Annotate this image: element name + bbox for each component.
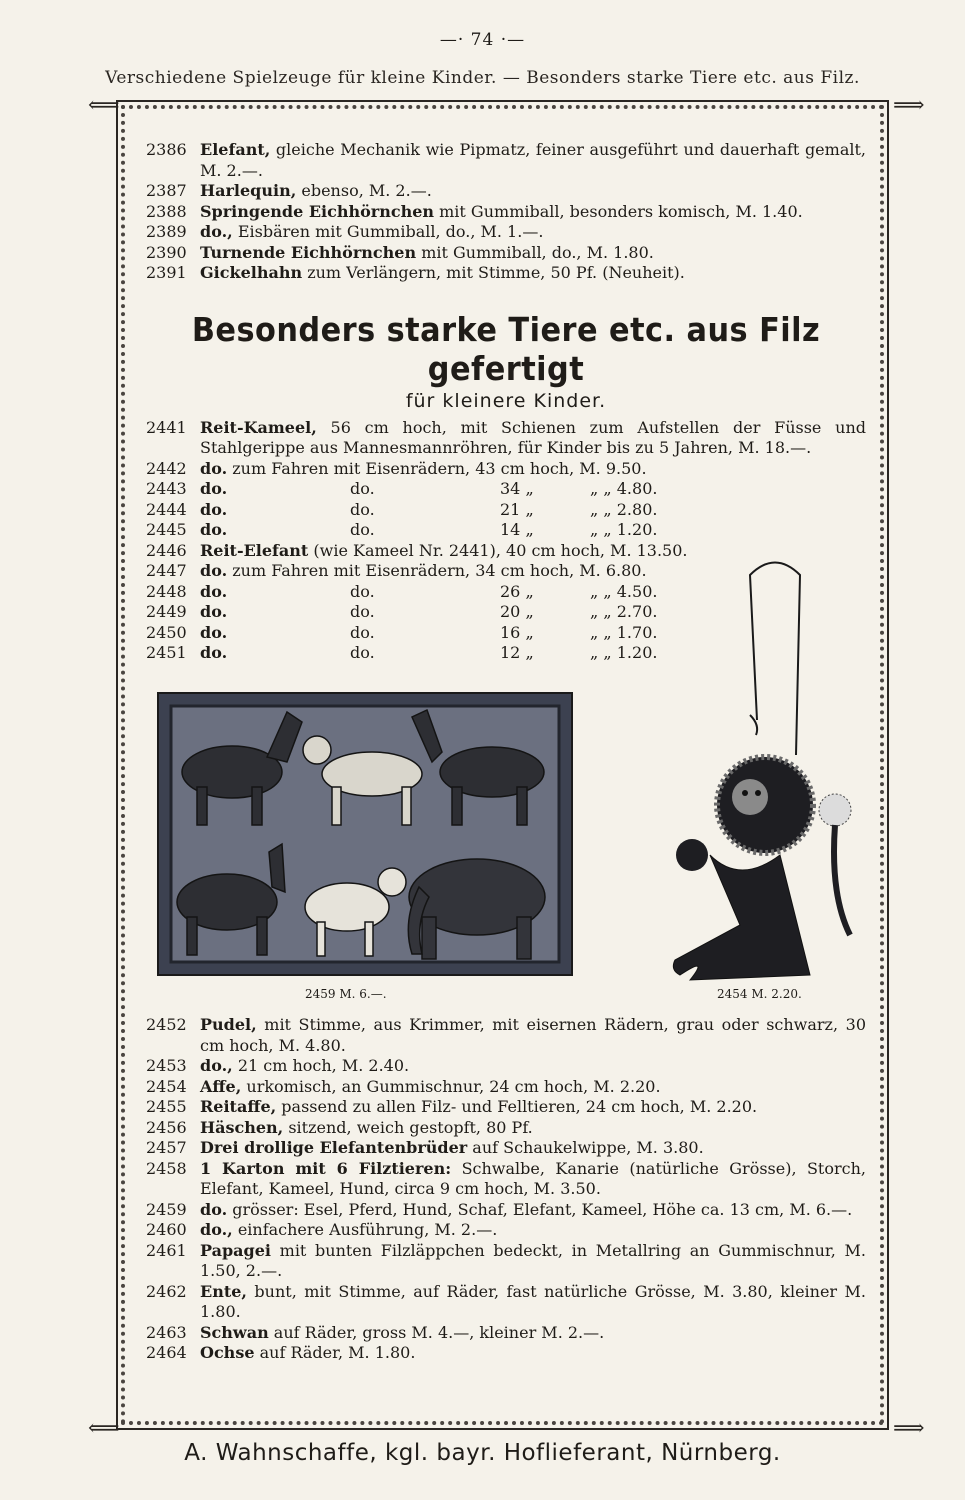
table-cell-size: 26 „ bbox=[500, 581, 534, 601]
table-cell-price: „ „ 1.70. bbox=[590, 622, 658, 642]
item-description: mit Stimme, aus Krimmer, mit eisernen Rädern, grau oder schwarz, 30 cm hoch, M. 4.80. bbox=[200, 1015, 867, 1055]
section-filz-intro bbox=[146, 418, 866, 480]
catalog-entry bbox=[146, 202, 866, 223]
item-number: 2455 bbox=[146, 1097, 187, 1116]
ornament-arrow-left-icon: ⟸ bbox=[88, 93, 120, 118]
item-number: 2446 bbox=[146, 540, 187, 560]
catalog-entry bbox=[146, 1077, 866, 1098]
item-number: 2458 bbox=[146, 1158, 187, 1178]
item-name: Pudel, bbox=[200, 1015, 257, 1034]
item-number: 2454 bbox=[146, 1076, 187, 1096]
catalog-entry bbox=[146, 243, 866, 264]
catalog-entry bbox=[146, 1118, 866, 1139]
table-cell-num: 2445 bbox=[146, 520, 187, 539]
item-name: Elefant, bbox=[200, 140, 271, 159]
table-cell-ref: do. bbox=[350, 479, 375, 498]
item-name: do., bbox=[200, 222, 233, 241]
item-text bbox=[200, 459, 866, 480]
page-number: —· 74 ·— bbox=[439, 30, 526, 50]
item-description: mit bunten Filzläppchen bedeckt, in Metallring an Gummischnur, M. 1.50, 2.—. bbox=[200, 1240, 866, 1280]
item-number: 2452 bbox=[146, 1015, 187, 1034]
item-name: do. bbox=[200, 561, 228, 580]
catalog-entry bbox=[146, 1015, 866, 1056]
ornament-arrow-right-icon: ⟹ bbox=[893, 93, 925, 118]
catalog-entry bbox=[146, 181, 866, 202]
item-description: mit Gummiball, do., M. 1.80. bbox=[421, 242, 654, 262]
section-verschiedene bbox=[146, 140, 866, 284]
item-name: Häschen, bbox=[200, 1117, 284, 1137]
ornament-arrow-right-bottom-icon: ⟹ bbox=[893, 1416, 925, 1441]
item-description: 21 cm hoch, M. 2.40. bbox=[237, 1056, 410, 1075]
item-name: Papagei bbox=[200, 1240, 271, 1260]
table-cell-name: do. bbox=[200, 479, 228, 498]
figure-caption-2459: 2459 M. 6.—. bbox=[305, 987, 387, 1001]
item-number: 2453 bbox=[146, 1056, 187, 1075]
table-cell-ref: do. bbox=[350, 622, 375, 642]
catalog-entry bbox=[146, 140, 866, 181]
item-text bbox=[200, 1323, 866, 1344]
felt-animals-box-illustration bbox=[157, 692, 573, 976]
item-description: mit Gummiball, besonders komisch, M. 1.40. bbox=[439, 201, 803, 221]
table-cell-num: 2443 bbox=[146, 479, 187, 498]
catalog-entry bbox=[146, 1056, 866, 1077]
item-number: 2463 bbox=[146, 1322, 187, 1342]
item-text bbox=[200, 1343, 866, 1364]
table-cell-name: do. bbox=[200, 643, 228, 662]
catalog-entry bbox=[146, 222, 866, 243]
item-description: auf Schaukelwippe, M. 3.80. bbox=[472, 1138, 704, 1157]
item-description: zum Verlängern, mit Stimme, 50 Pf. (Neuheit). bbox=[307, 263, 685, 282]
item-name: Reitaffe, bbox=[200, 1097, 277, 1116]
item-text bbox=[200, 1118, 866, 1139]
item-description: sitzend, weich gestopft, 80 Pf. bbox=[288, 1117, 533, 1137]
item-name: Ochse bbox=[200, 1343, 255, 1362]
catalog-entry bbox=[146, 1323, 866, 1344]
item-name: Harlequin, bbox=[200, 181, 297, 200]
table-cell-ref: do. bbox=[350, 581, 375, 601]
item-text bbox=[200, 1241, 866, 1282]
item-description: Eisbären mit Gummiball, do., M. 1.—. bbox=[237, 222, 544, 241]
item-text bbox=[200, 1015, 866, 1056]
catalog-entry bbox=[146, 459, 866, 480]
item-text bbox=[200, 243, 866, 264]
item-text bbox=[200, 418, 866, 459]
catalog-entry bbox=[146, 1159, 866, 1200]
table-cell-name: do. bbox=[200, 622, 228, 642]
table-cell-ref: do. bbox=[350, 499, 375, 519]
item-number: 2464 bbox=[146, 1343, 187, 1362]
item-description: zum Fahren mit Eisenrädern, 43 cm hoch, M. 9.50. bbox=[232, 458, 647, 478]
item-description: auf Räder, M. 1.80. bbox=[259, 1343, 416, 1362]
item-name: do. bbox=[200, 1199, 228, 1219]
item-text bbox=[200, 202, 866, 223]
item-name: Springende Eichhörnchen bbox=[200, 201, 435, 221]
item-description: ebenso, M. 2.—. bbox=[301, 181, 432, 200]
item-name: do., bbox=[200, 1220, 233, 1239]
item-number: 2457 bbox=[146, 1138, 187, 1157]
item-number: 2447 bbox=[146, 561, 187, 580]
table-cell-size: 34 „ bbox=[500, 479, 534, 498]
item-number: 2391 bbox=[146, 263, 187, 282]
catalog-content-lower bbox=[146, 1015, 866, 1364]
price-table-kameel bbox=[146, 479, 866, 541]
item-name: Reit-Elefant bbox=[200, 540, 309, 560]
item-number: 2389 bbox=[146, 222, 187, 241]
figure-caption-2454: 2454 M. 2.20. bbox=[717, 987, 802, 1001]
section-heading: Besonders starke Tiere etc. aus Filz gefertigt bbox=[191, 309, 821, 388]
table-cell-name: do. bbox=[200, 602, 228, 621]
table-cell-price: „ „ 1.20. bbox=[590, 520, 658, 539]
monkey-on-cord-illustration bbox=[650, 555, 865, 995]
item-description: grösser: Esel, Pferd, Hund, Schaf, Elefant, Kameel, Höhe ca. 13 cm, M. 6.—. bbox=[232, 1199, 853, 1219]
item-text bbox=[200, 181, 866, 202]
item-number: 2386 bbox=[146, 140, 187, 159]
item-name: Drei drollige Elefantenbrüder bbox=[200, 1138, 468, 1157]
ornament-arrow-left-bottom-icon: ⟸ bbox=[88, 1416, 120, 1441]
table-cell-size: 16 „ bbox=[500, 622, 534, 642]
item-name: Turnende Eichhörnchen bbox=[200, 242, 417, 262]
item-number: 2388 bbox=[146, 201, 187, 221]
item-name: do. bbox=[200, 458, 228, 478]
item-name: Gickelhahn bbox=[200, 263, 303, 282]
table-cell-name: do. bbox=[200, 520, 228, 539]
catalog-entry bbox=[146, 1200, 866, 1221]
table-cell-price: „ „ 4.80. bbox=[590, 479, 658, 498]
item-number: 2456 bbox=[146, 1117, 187, 1137]
item-number: 2462 bbox=[146, 1281, 187, 1301]
item-description: gleiche Mechanik wie Pipmatz, feiner ausgeführt und dauerhaft gemalt, M. 2.—. bbox=[200, 140, 866, 180]
item-text bbox=[200, 140, 866, 181]
table-cell-name: do. bbox=[200, 499, 228, 519]
item-text bbox=[200, 1097, 866, 1118]
item-name: do., bbox=[200, 1056, 233, 1075]
table-cell-price: „ „ 2.70. bbox=[590, 602, 658, 621]
table-cell-num: 2444 bbox=[146, 499, 187, 519]
item-description: bunt, mit Stimme, auf Räder, fast natürliche Grösse, M. 3.80, kleiner M. 1.80. bbox=[200, 1281, 866, 1321]
item-name: 1 Karton mit 6 Filztieren: bbox=[200, 1158, 452, 1178]
item-number: 2461 bbox=[146, 1240, 187, 1260]
item-description: auf Räder, gross M. 4.—, kleiner M. 2.—. bbox=[273, 1322, 605, 1342]
table-cell-size: 20 „ bbox=[500, 602, 534, 621]
item-text bbox=[200, 1056, 866, 1077]
item-description: urkomisch, an Gummischnur, 24 cm hoch, M. 2.20. bbox=[246, 1076, 661, 1096]
item-text bbox=[200, 1159, 866, 1200]
item-number: 2441 bbox=[146, 417, 187, 437]
item-number: 2442 bbox=[146, 458, 187, 478]
table-cell-num: 2451 bbox=[146, 643, 187, 662]
table-cell-price: „ „ 2.80. bbox=[590, 499, 658, 519]
table-cell-price: „ „ 4.50. bbox=[590, 581, 658, 601]
catalog-entry bbox=[146, 1097, 866, 1118]
table-cell-size: 14 „ bbox=[500, 520, 534, 539]
table-cell-name: do. bbox=[200, 581, 228, 601]
catalog-entry bbox=[146, 1241, 866, 1282]
item-description: Schwalbe, Kanarie (natürliche Grösse), Storch, Elefant, Kameel, Hund, circa 9 cm hoch, M. 3.50. bbox=[200, 1158, 866, 1198]
item-number: 2390 bbox=[146, 242, 187, 262]
item-number: 2460 bbox=[146, 1220, 187, 1239]
catalog-entry bbox=[146, 263, 866, 284]
table-cell-ref: do. bbox=[350, 643, 375, 662]
item-number: 2459 bbox=[146, 1199, 187, 1219]
item-name: Affe, bbox=[200, 1076, 242, 1096]
item-name: Reit-Kameel, bbox=[200, 417, 317, 437]
table-cell-size: 12 „ bbox=[500, 643, 534, 662]
table-cell-num: 2450 bbox=[146, 622, 187, 642]
table-cell-ref: do. bbox=[350, 602, 375, 621]
table-cell-size: 21 „ bbox=[500, 499, 534, 519]
item-name: Ente, bbox=[200, 1281, 247, 1301]
footer-publisher: A. Wahnschaffe, kgl. bayr. Hoflieferant, Nürnberg. bbox=[184, 1440, 781, 1466]
item-name: Schwan bbox=[200, 1322, 269, 1342]
item-description: einfachere Ausführung, M. 2.—. bbox=[237, 1220, 498, 1239]
catalog-entry bbox=[146, 1343, 866, 1364]
item-text bbox=[200, 1200, 866, 1221]
table-cell-price: „ „ 1.20. bbox=[590, 643, 658, 662]
item-text bbox=[200, 1077, 866, 1098]
item-description: (wie Kameel Nr. 2441), 40 cm hoch, M. 13.50. bbox=[313, 540, 688, 560]
table-cell-num: 2449 bbox=[146, 602, 187, 621]
table-cell-num: 2448 bbox=[146, 581, 187, 601]
item-description: passend zu allen Filz- und Felltieren, 24 cm hoch, M. 2.20. bbox=[281, 1097, 758, 1116]
catalog-entry bbox=[146, 1138, 866, 1159]
item-text bbox=[200, 1138, 866, 1159]
section-subheading: für kleinere Kinder. bbox=[405, 389, 607, 412]
item-text bbox=[200, 222, 866, 243]
running-header: Verschiedene Spielzeuge für kleine Kinder. — Besonders starke Tiere etc. aus Filz. bbox=[105, 68, 860, 88]
item-text bbox=[200, 1282, 866, 1323]
item-text bbox=[200, 1220, 866, 1241]
table-cell-ref: do. bbox=[350, 520, 375, 539]
item-description: 56 cm hoch, mit Schienen zum Aufstellen der Füsse und Stahlgerippe aus Mannesmannröhren, für Kinder bis zu 5 Jahren, M. 18.—. bbox=[200, 417, 866, 457]
catalog-entry bbox=[146, 418, 866, 459]
catalog-entry bbox=[146, 1282, 866, 1323]
catalog-entry bbox=[146, 1220, 866, 1241]
item-description: zum Fahren mit Eisenrädern, 34 cm hoch, M. 6.80. bbox=[232, 561, 647, 580]
item-text bbox=[200, 263, 866, 284]
section-filz-misc bbox=[146, 1015, 866, 1364]
item-number: 2387 bbox=[146, 181, 187, 200]
